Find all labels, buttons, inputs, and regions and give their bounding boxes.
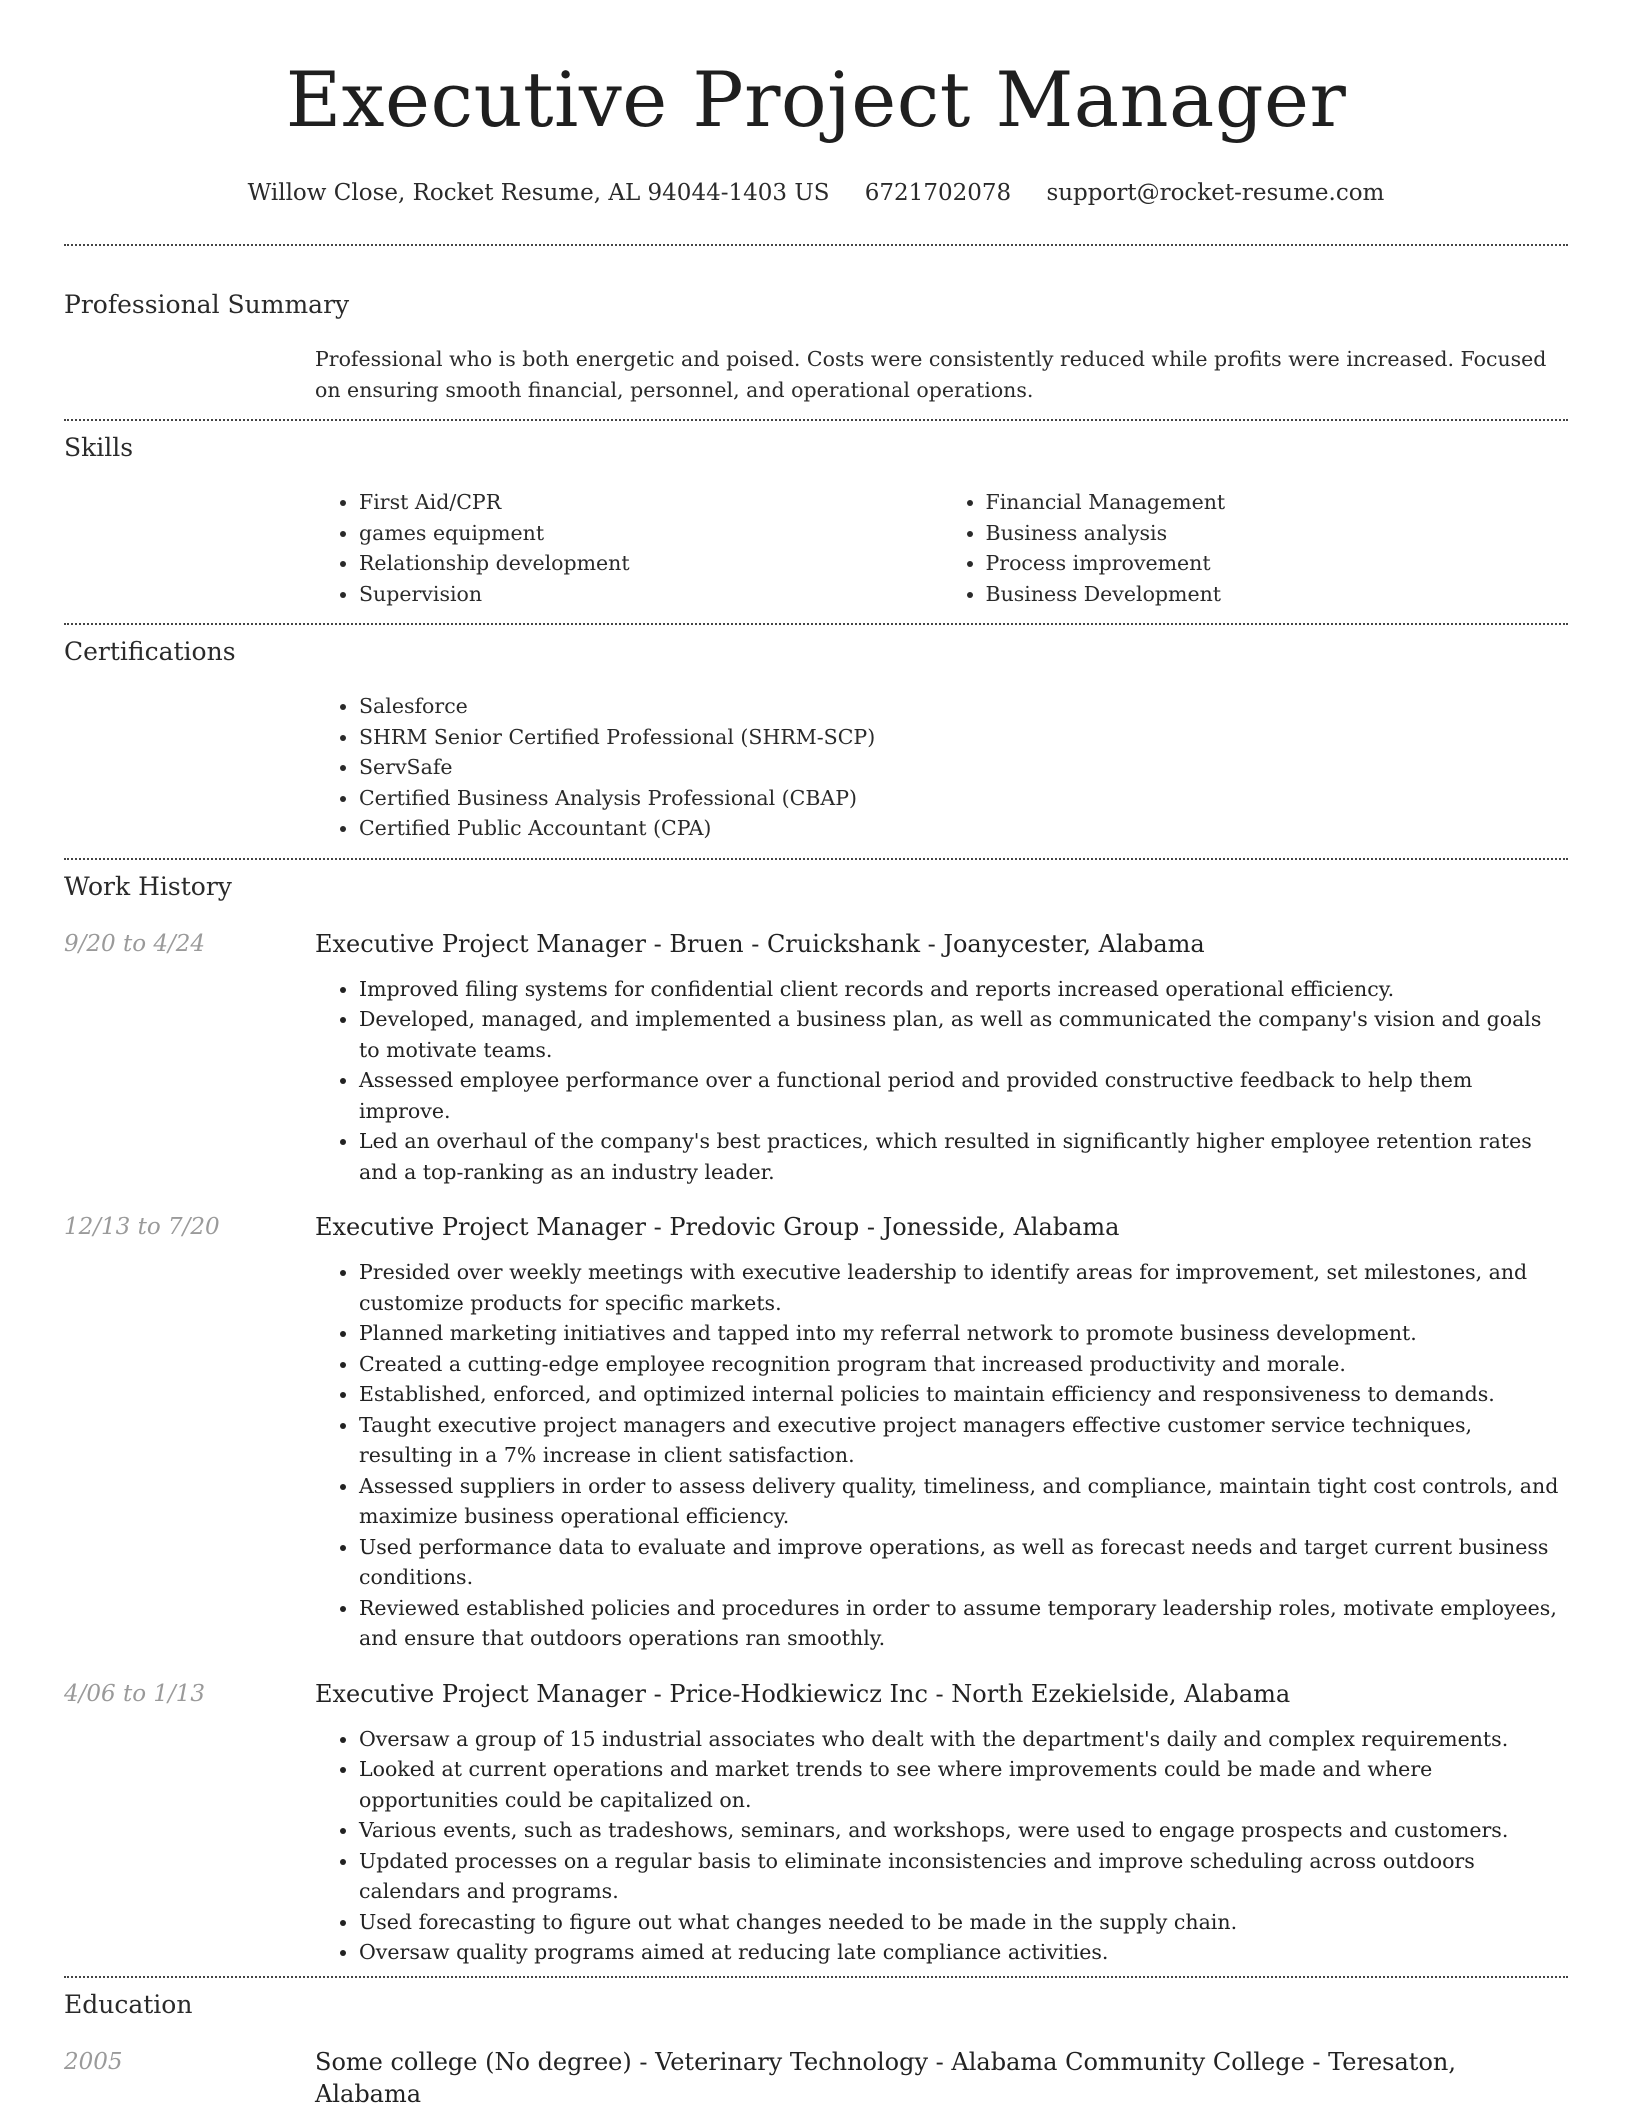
job-bullet: • Looked at current operations and market trends to see where improvements could be made and where opportunities could be capitalized on. [359, 1754, 1568, 1815]
job-bullets [315, 1724, 1568, 1968]
skill-item: • games equipment [359, 518, 942, 549]
job-bullet: • Established, enforced, and optimized internal policies to maintain efficiency and responsiveness to demands. [359, 1379, 1568, 1410]
job-bullet: • Planned marketing initiatives and tapped into my referral network to promote business development. [359, 1318, 1568, 1349]
contact-address: Willow Close, Rocket Resume, AL 94044-1403 US [247, 180, 830, 206]
section-title-education: Education [64, 1989, 193, 2019]
skill-item: • Business analysis [986, 518, 1569, 549]
job-dates: 4/06 to 1/13 [64, 1680, 206, 1707]
job-bullet: • Oversaw quality programs aimed at reducing late compliance activities. [359, 1937, 1568, 1968]
certifications-ul [315, 691, 1568, 844]
job-bullet: • Oversaw a group of 15 industrial associates who dealt with the department's daily and complex requirements. [359, 1724, 1568, 1755]
candidate-name: Executive Project Manager [285, 55, 1347, 144]
skill-item: • Financial Management [986, 487, 1569, 518]
contact-email: support@rocket-resume.com [1046, 180, 1385, 206]
skills-section [64, 421, 1568, 623]
job-bullet: • Assessed suppliers in order to assess delivery quality, timeliness, and compliance, maintain tight cost controls, and maximize business operational efficiency. [359, 1471, 1568, 1532]
job-bullet: • Taught executive project managers and executive project managers effective customer service techniques, resulting in a 7% increase in client satisfaction. [359, 1410, 1568, 1471]
job-entry [64, 1678, 1568, 1968]
certification-item: • Certified Public Accountant (CPA) [359, 813, 1568, 844]
contact-phone: 6721702078 [864, 180, 1012, 206]
job-bullets [315, 1257, 1568, 1654]
job-bullet: • Developed, managed, and implemented a business plan, as well as communicated the company's vision and goals to motivate teams. [359, 1004, 1568, 1065]
skills-column-left [315, 487, 942, 609]
education-date: 2005 [64, 2048, 123, 2075]
job-bullets [315, 974, 1568, 1188]
certification-item: • ServSafe [359, 752, 1568, 783]
contact-line [64, 178, 1568, 208]
section-title-skills: Skills [64, 433, 134, 462]
job-bullet: • Led an overhaul of the company's best practices, which resulted in significantly higher employee retention rates and a top-ranking as an industry leader. [359, 1126, 1568, 1187]
education-entry [64, 2046, 1568, 2110]
job-bullet: • Assessed employee performance over a functional period and provided constructive feedback to help them improve. [359, 1065, 1568, 1126]
section-title-work-history: Work History [64, 871, 232, 901]
job-bullet: • Various events, such as tradeshows, seminars, and workshops, were used to engage prospects and customers. [359, 1815, 1568, 1846]
section-title-certifications: Certifications [64, 637, 236, 666]
job-heading: Executive Project Manager - Bruen - Cruickshank - Joanycester, Alabama [315, 929, 1205, 958]
job-dates: 9/20 to 4/24 [64, 930, 206, 957]
certifications-list [315, 691, 1568, 844]
section-title-summary: Professional Summary [64, 290, 350, 319]
job-entry [64, 1211, 1568, 1654]
certification-item: • Salesforce [359, 691, 1568, 722]
certification-item: • Certified Business Analysis Professional (CBAP) [359, 783, 1568, 814]
job-entry [64, 928, 1568, 1188]
certification-item: • SHRM Senior Certified Professional (SHRM-SCP) [359, 722, 1568, 753]
skill-item: • Business Development [986, 579, 1569, 610]
summary-section [64, 246, 1568, 419]
education-heading: Some college (No degree) - Veterinary Technology - Alabama Community College - Teresaton, Alabama [315, 2047, 1456, 2108]
job-bullet: • Updated processes on a regular basis to eliminate inconsistencies and improve scheduling across outdoors calendars and programs. [359, 1846, 1568, 1907]
skill-item: • First Aid/CPR [359, 487, 942, 518]
job-bullet: • Reviewed established policies and procedures in order to assume temporary leadership roles, motivate employees, and ensure that outdoors operations ran smoothly. [359, 1593, 1568, 1654]
work-history-section [64, 860, 1568, 1976]
job-bullet: • Presided over weekly meetings with executive leadership to identify areas for improvement, set milestones, and customize products for specific markets. [359, 1257, 1568, 1318]
job-bullet: • Used performance data to evaluate and improve operations, as well as forecast needs and target current business conditions. [359, 1532, 1568, 1593]
certifications-section [64, 625, 1568, 858]
job-bullet: • Used forecasting to figure out what changes needed to be made in the supply chain. [359, 1907, 1568, 1938]
summary-text: Professional who is both energetic and poised. Costs were consistently reduced while profits were increased. Focused on ensuring smooth financial, personnel, and operational operations. [315, 347, 1547, 402]
skills-list [315, 487, 1568, 609]
skill-item: • Process improvement [986, 548, 1569, 579]
job-bullet: • Created a cutting-edge employee recognition program that increased productivity and morale. [359, 1349, 1568, 1380]
job-dates: 12/13 to 7/20 [64, 1214, 220, 1240]
resume-page [64, 0, 1568, 2110]
job-bullet: • Improved filing systems for confidential client records and reports increased operational efficiency. [359, 974, 1568, 1005]
skills-column-right [942, 487, 1569, 609]
skill-item: • Relationship development [359, 548, 942, 579]
job-heading: Executive Project Manager - Predovic Group - Jonesside, Alabama [315, 1213, 1120, 1241]
job-heading: Executive Project Manager - Price-Hodkiewicz Inc - North Ezekielside, Alabama [315, 1679, 1291, 1708]
skill-item: • Supervision [359, 579, 942, 610]
education-section [64, 1978, 1568, 2110]
